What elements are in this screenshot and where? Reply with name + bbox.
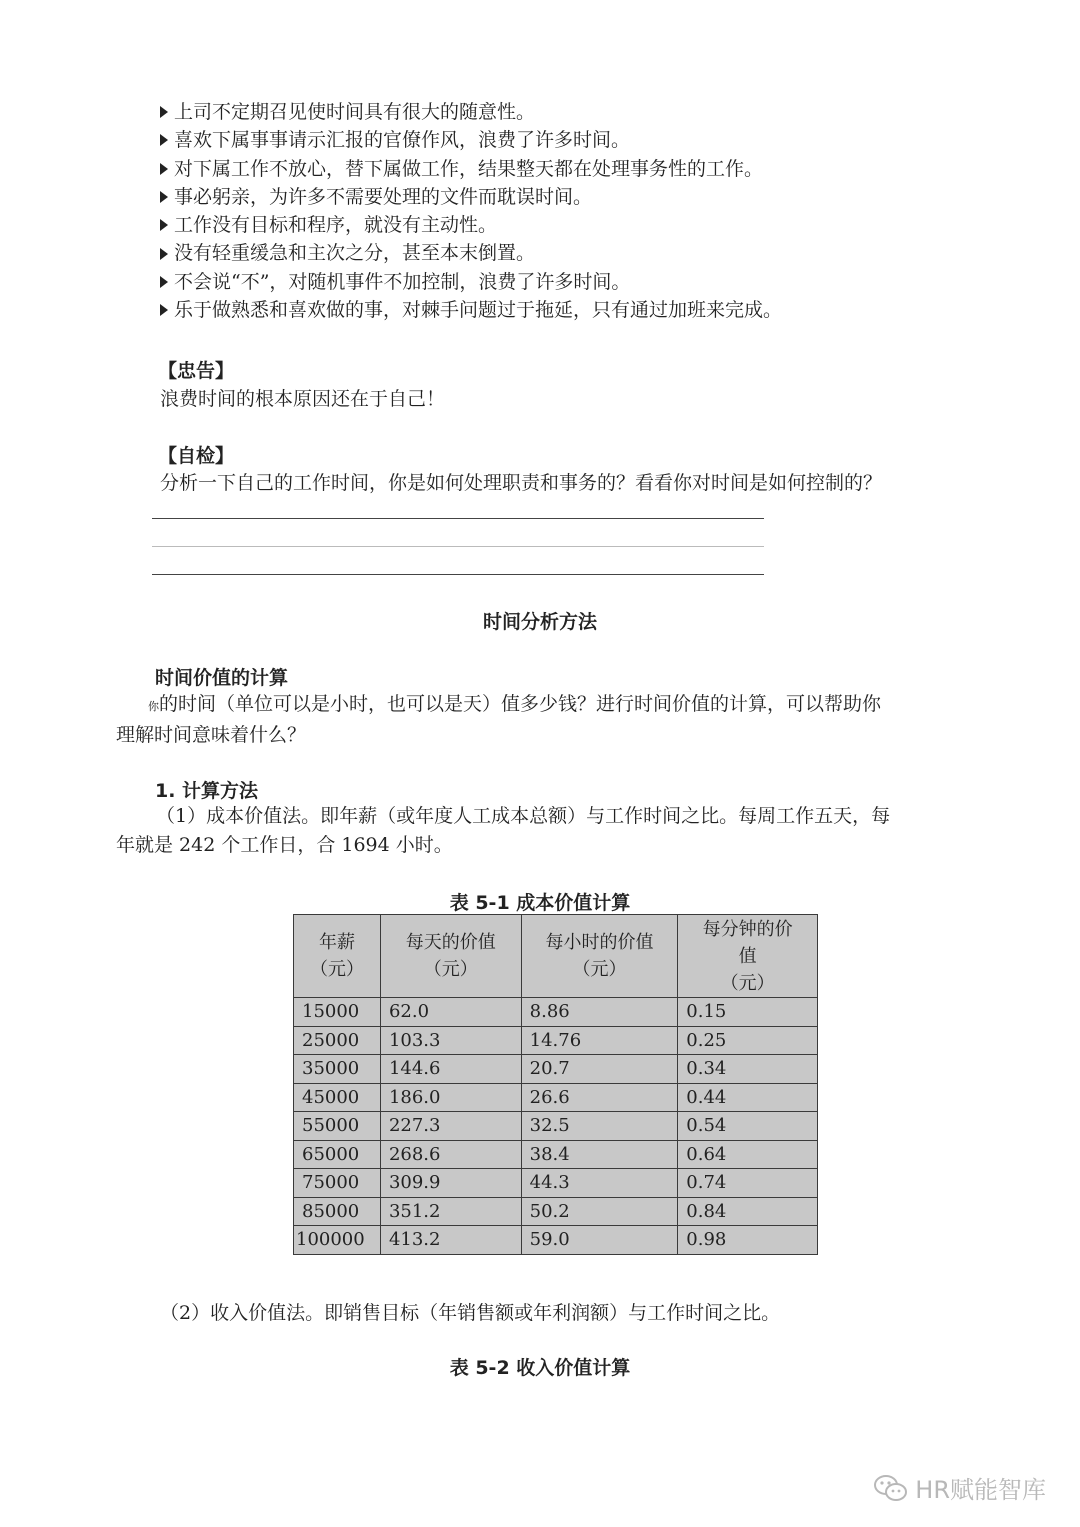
list-item: 对下属工作不放心，替下属做工作，结果整天都在处理事务性的工作。 <box>160 155 782 183</box>
method-title: 1. 计算方法 <box>155 780 259 802</box>
method-paragraph: （1）成本价值法。即年薪（或年度人工成本总额）与工作时间之比。每周工作五天，每 年就是 242 个工作日，合 1694 小时。 <box>116 805 891 856</box>
table-caption: 表 5-2 收入价值计算 <box>449 1357 631 1379</box>
triangle-bullet-icon <box>160 191 168 203</box>
income-method-text: （2）收入价值法。即销售目标（年销售额或年利润额）与工作时间之比。 <box>160 1302 781 1324</box>
triangle-bullet-icon <box>160 219 168 231</box>
list-item: 没有轻重缓急和主次之分，甚至本末倒置。 <box>160 239 782 267</box>
table-row: 75000 309.9 44.3 0.74 <box>294 1169 818 1198</box>
selfcheck-text: 分析一下自己的工作时间，你是如何处理职责和事务的？看看你对时间是如何控制的？ <box>160 472 883 494</box>
selfcheck-heading: 【自检】 <box>158 445 235 467</box>
answer-line <box>152 546 764 547</box>
list-item: 事必躬亲，为许多不需要处理的文件而耽误时间。 <box>160 183 782 211</box>
column-header: 每天的价值 （元） <box>380 915 521 998</box>
triangle-bullet-icon <box>160 248 168 260</box>
triangle-bullet-icon <box>160 163 168 175</box>
cost-value-table <box>293 914 818 1255</box>
column-header: 每小时的价值 （元） <box>521 915 678 998</box>
table-row: 100000 413.2 59.0 0.98 <box>294 1226 818 1255</box>
answer-line <box>152 574 764 575</box>
table-row: 45000 186.0 26.6 0.44 <box>294 1083 818 1112</box>
advice-heading: 【忠告】 <box>158 360 235 382</box>
table-row: 55000 227.3 32.5 0.54 <box>294 1112 818 1141</box>
small-character: 你 <box>148 700 159 713</box>
triangle-bullet-icon <box>160 134 168 146</box>
table-caption: 表 5-1 成本价值计算 <box>449 892 631 914</box>
table-row: 15000 62.0 8.86 0.15 <box>294 998 818 1027</box>
cause-list <box>160 98 782 324</box>
list-item: 不会说“不”，对随机事件不加控制，浪费了许多时间。 <box>160 268 782 296</box>
list-item: 上司不定期召见使时间具有很大的随意性。 <box>160 98 782 126</box>
list-item: 喜欢下属事事请示汇报的官僚作风，浪费了许多时间。 <box>160 126 782 154</box>
intro-paragraph: 你的时间（单位可以是小时，也可以是天）值多少钱？进行时间价值的计算，可以帮助你 理解时间意味着什么？ <box>116 693 882 746</box>
watermark-text: HR赋能智库 <box>915 1476 1046 1504</box>
table-row: 65000 268.6 38.4 0.64 <box>294 1140 818 1169</box>
list-item: 乐于做熟悉和喜欢做的事，对棘手问题过于拖延，只有通过加班来完成。 <box>160 296 782 324</box>
list-item: 工作没有目标和程序，就没有主动性。 <box>160 211 782 239</box>
section-title: 时间分析方法 <box>482 611 597 633</box>
table-row: 25000 103.3 14.76 0.25 <box>294 1026 818 1055</box>
triangle-bullet-icon <box>160 276 168 288</box>
triangle-bullet-icon <box>160 304 168 316</box>
wechat-icon <box>873 1473 909 1503</box>
watermark <box>873 1470 1046 1505</box>
table-row: 85000 351.2 50.2 0.84 <box>294 1197 818 1226</box>
advice-text: 浪费时间的根本原因还在于自己！ <box>160 388 446 410</box>
triangle-bullet-icon <box>160 106 168 118</box>
table-header-row <box>294 915 818 998</box>
column-header: 年薪 （元） <box>294 915 381 998</box>
subsection-title: 时间价值的计算 <box>155 667 289 689</box>
column-header: 每分钟的价 值 （元） <box>678 915 818 998</box>
table-row: 35000 144.6 20.7 0.34 <box>294 1055 818 1084</box>
answer-line <box>152 518 764 519</box>
